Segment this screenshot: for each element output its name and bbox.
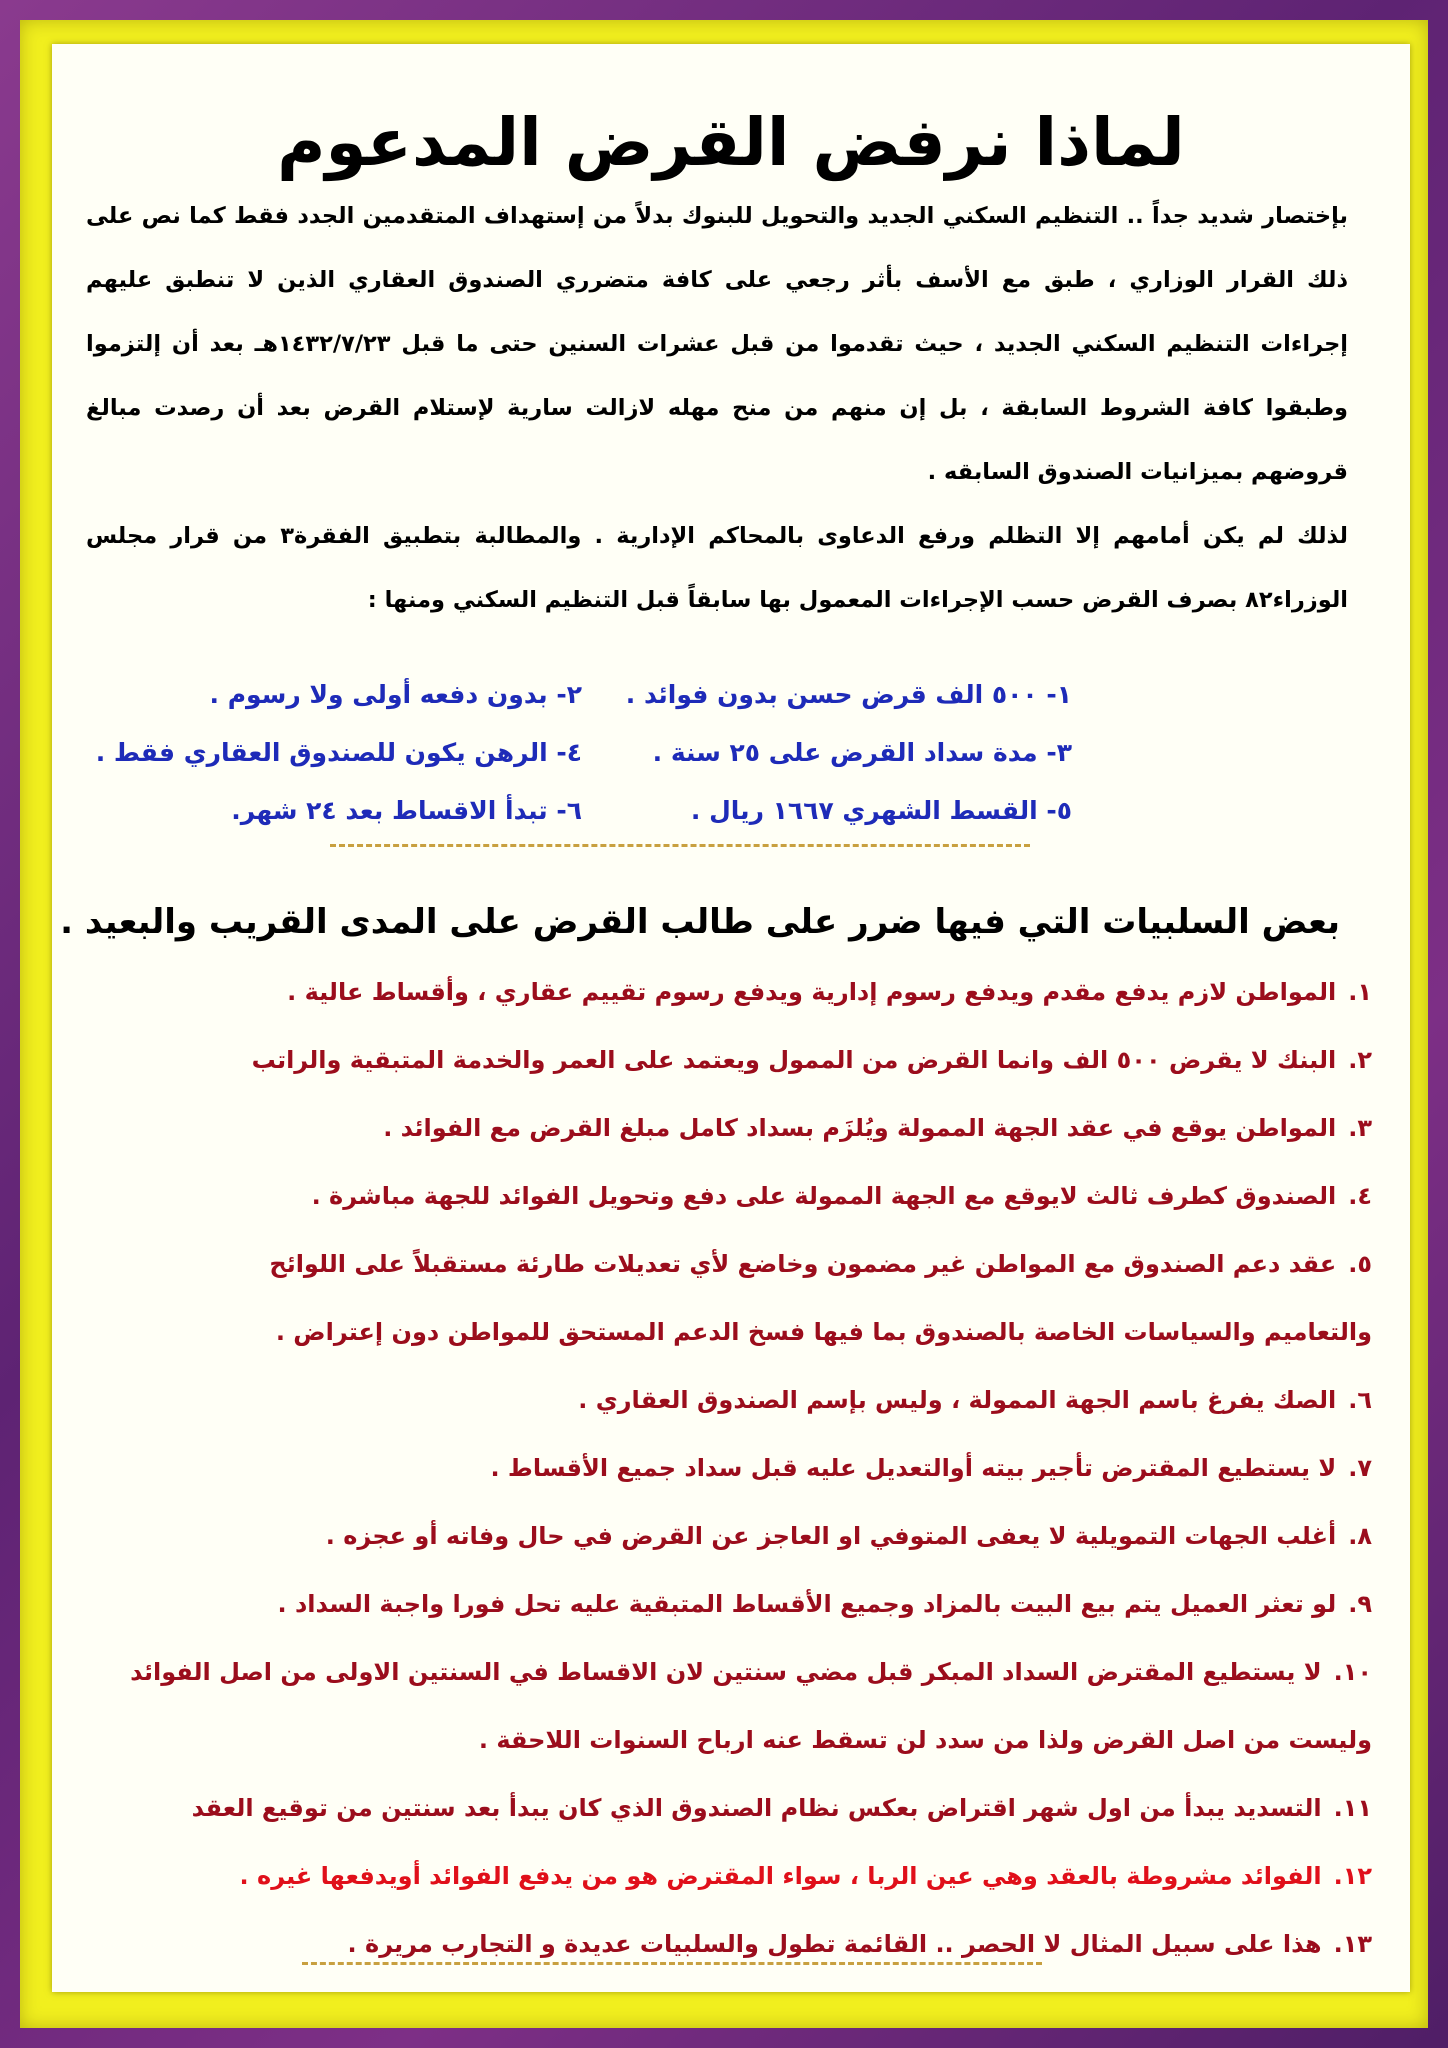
list-item: ١١.التسديد يبدأ من اول شهر اقتراض بعكس نظام الصندوق الذي كان يبدأ بعد سنتين من توقيع العقد	[191, 1794, 1372, 1822]
term-item-3: ٣- مدة سداد القرض على ٢٥ سنة .	[652, 738, 1072, 767]
list-item: ٧.لا يستطيع المقترض تأجير بيته أوالتعديل عليه قبل سداد جميع الأقساط .	[490, 1454, 1372, 1482]
document-page	[52, 44, 1410, 1992]
list-item: ٣.المواطن يوقع في عقد الجهة الممولة ويُلزَم بسداد كامل مبلغ القرض مع الفوائد .	[383, 1114, 1372, 1142]
list-item: ١٠.لا يستطيع المقترض السداد المبكر قبل مضي سنتين لان الاقساط في السنتين الاولى من اصل الفوائد وليست من اصل القرض ولذا من سدد لن تسقط عنه ارباح السنوات اللاحقة .	[130, 1658, 1372, 1754]
divider-top	[330, 844, 1030, 847]
intro-paragraphs	[86, 184, 1348, 632]
term-item-6: ٦- تبدأ الاقساط بعد ٢٤ شهر.	[231, 796, 582, 825]
term-item-5: ٥- القسط الشهري ١٦٦٧ ريال .	[690, 796, 1072, 825]
list-item: ٤.الصندوق كطرف ثالث لايوقع مع الجهة الممولة على دفع وتحويل الفوائد للجهة مباشرة .	[311, 1182, 1372, 1210]
divider-bottom	[302, 1962, 1042, 1965]
page-title: لماذا نرفض القرض المدعوم	[277, 104, 1185, 181]
loan-terms-list	[52, 672, 1410, 872]
list-item: ٥.عقد دعم الصندوق مع المواطن غير مضمون وخاضع لأي تعديلات طارئة مستقبلاً على اللوائح والتعاميم والسياسات الخاصة بالصندوق بما فيها فسخ الدعم المستحق للمواطن دون إعتراض .	[269, 1250, 1372, 1346]
list-item: ٨.أغلب الجهات التمويلية لا يعفى المتوفي او العاجز عن القرض في حال وفاته أو عجزه .	[325, 1522, 1372, 1550]
list-item: ٦.الصك يفرغ باسم الجهة الممولة ، وليس بإسم الصندوق العقاري .	[578, 1386, 1372, 1414]
intro-paragraph-2: لذلك لم يكن أمامهم إلا التظلم ورفع الدعاوى بالمحاكم الإدارية . والمطالبة بتطبيق الفقرة٣ من قرار مجلس الوزراء٨٢ بصرف القرض حسب الإجراءات المعمول بها سابقاً قبل التنظيم السكني ومنها :	[86, 523, 1348, 613]
list-item: ١.المواطن لازم يدفع مقدم ويدفع رسوم إدارية ويدفع رسوم تقييم عقاري ، وأقساط عالية .	[287, 978, 1372, 1006]
term-item-4: ٤- الرهن يكون للصندوق العقاري فقط .	[95, 738, 582, 767]
list-item: ٩.لو تعثر العميل يتم بيع البيت بالمزاد وجميع الأقساط المتبقية عليه تحل فورا واجبة السداد .	[277, 1590, 1372, 1618]
list-item: ١٣.هذا على سبيل المثال لا الحصر .. القائمة تطول والسلبيات عديدة و التجارب مريرة .	[347, 1930, 1372, 1958]
intro-paragraph-1: بإختصار شديد جداً .. التنظيم السكني الجديد والتحويل للبنوك بدلاً من إستهداف المتقدمين الجدد فقط كما نص على ذلك القرار الوزاري ، طبق مع الأسف بأثر رجعي على كافة متضرري الصندوق العقاري الذين لا تنطبق عليهم إجراءات التنظيم السكني الجديد ، حيث تقدموا من قبل عشرات السنين حتى ما قبل ١٤٣٢/٧/٢٣هـ بعد أن إلتزموا وطبقوا كافة الشروط السابقة ، بل إن منهم من منح مهله لازالت سارية لإستلام القرض بعد أن رصدت مبالغ قروضهم بميزانيات الصندوق السابقه .	[86, 203, 1348, 485]
list-item: ٢.البنك لا يقرض ٥٠٠ الف وانما القرض من الممول ويعتمد على العمر والخدمة المتبقية والراتب	[251, 1046, 1372, 1074]
list-item: ١٢.الفوائد مشروطة بالعقد وهي عين الربا ، سواء المقترض هو من يدفع الفوائد أويدفعها غيره .	[239, 1862, 1372, 1890]
term-item-1: ١- ٥٠٠ الف قرض حسن بدون فوائد .	[625, 680, 1072, 709]
section-title: بعض السلبيات التي فيها ضرر على طالب القرض على المدى القريب والبعيد .	[60, 902, 1340, 942]
term-item-2: ٢- بدون دفعه أولى ولا رسوم .	[209, 680, 582, 709]
